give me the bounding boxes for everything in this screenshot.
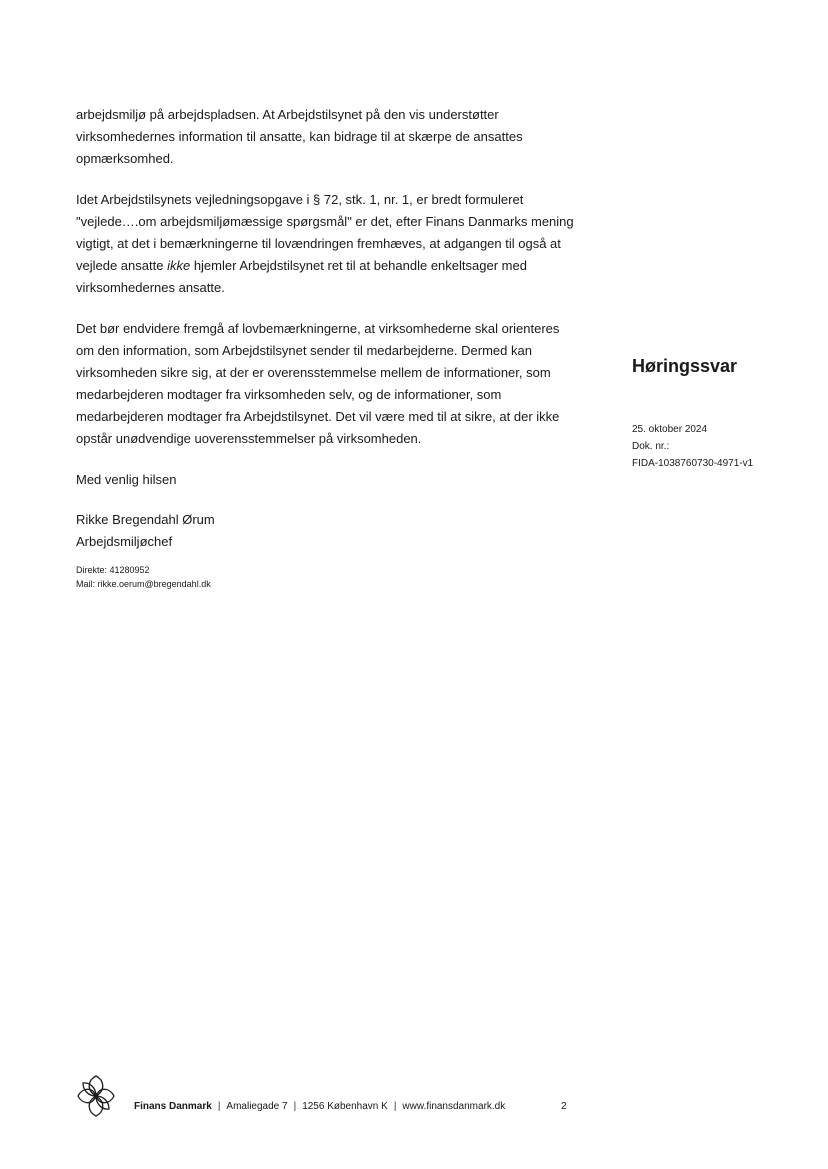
footer-city: 1256 København K (302, 1101, 388, 1112)
signer-title: Arbejdsmiljøchef (76, 534, 173, 549)
document-number-label: Dok. nr.: (632, 441, 670, 452)
paragraph-3: Det bør endvidere fremgå af lovbemærkningerne, at virksomhederne skal orienteres om den information, som Arbejdstilsynet sender til medarbejderne. Dermed kan virksomheden sikre sig, at der er overensstemmelse mellem de informationer, som medarbejderen modtager fra virksomheden selv, og de informationer, som medarbejderen modtager fra Arbejdstilsynet. Det vil være med til at sikre, at der ikke opstår unødvendige uoverensstemmelser på virksomheden. (76, 321, 560, 446)
footer-separator: | (217, 1101, 221, 1112)
paragraph-2-emphasis: ikke (167, 258, 191, 273)
contact-block (76, 563, 576, 591)
signer-name: Rikke Bregendahl Ørum (76, 512, 215, 527)
footer-website[interactable]: www.finansdanmark.dk (402, 1101, 506, 1112)
document-date: 25. oktober 2024 (632, 424, 708, 435)
document-type-title: Høringssvar (632, 356, 738, 376)
paragraph-2 (76, 189, 576, 299)
email-address: Mail: rikke.oerum@bregendahl.dk (76, 579, 211, 589)
paragraph-2-text-b: hjemler Arbejdstilsynet ret til at behandle enkeltsager med virksomhedernes ansatte. (76, 258, 527, 295)
footer-address: Amaliegade 7 (226, 1101, 288, 1112)
sidebar (632, 356, 822, 472)
page-number: 2 (561, 1101, 567, 1112)
direct-phone: Direkte: 41280952 (76, 565, 150, 575)
page-footer (76, 1074, 636, 1124)
finans-danmark-logo-icon (76, 1074, 116, 1118)
footer-separator: | (293, 1101, 297, 1112)
paragraph-2-text-a: Idet Arbejdstilsynets vejledningsopgave i § 72, stk. 1, nr. 1, er bredt formuleret "vejlede….om arbejdsmiljømæssige spørgsmål" er det, efter Finans Danmarks mening vigtigt, at det i bemærkningerne til lovændringen fremhæves, at adgangen til også at vejlede ansatte (76, 192, 574, 273)
paragraph-1: arbejdsmiljø på arbejdspladsen. At Arbejdstilsynet på den vis understøtter virksomhedernes information til ansatte, kan bidrage til at skærpe de ansattes opmærksomhed. (76, 107, 523, 166)
footer-address-line (134, 1101, 505, 1112)
footer-separator: | (393, 1101, 397, 1112)
letter-body (76, 104, 576, 591)
document-number: FIDA-1038760730-4971-v1 (632, 458, 754, 469)
greeting: Med venlig hilsen (76, 472, 177, 487)
footer-brand: Finans Danmark (134, 1101, 212, 1112)
